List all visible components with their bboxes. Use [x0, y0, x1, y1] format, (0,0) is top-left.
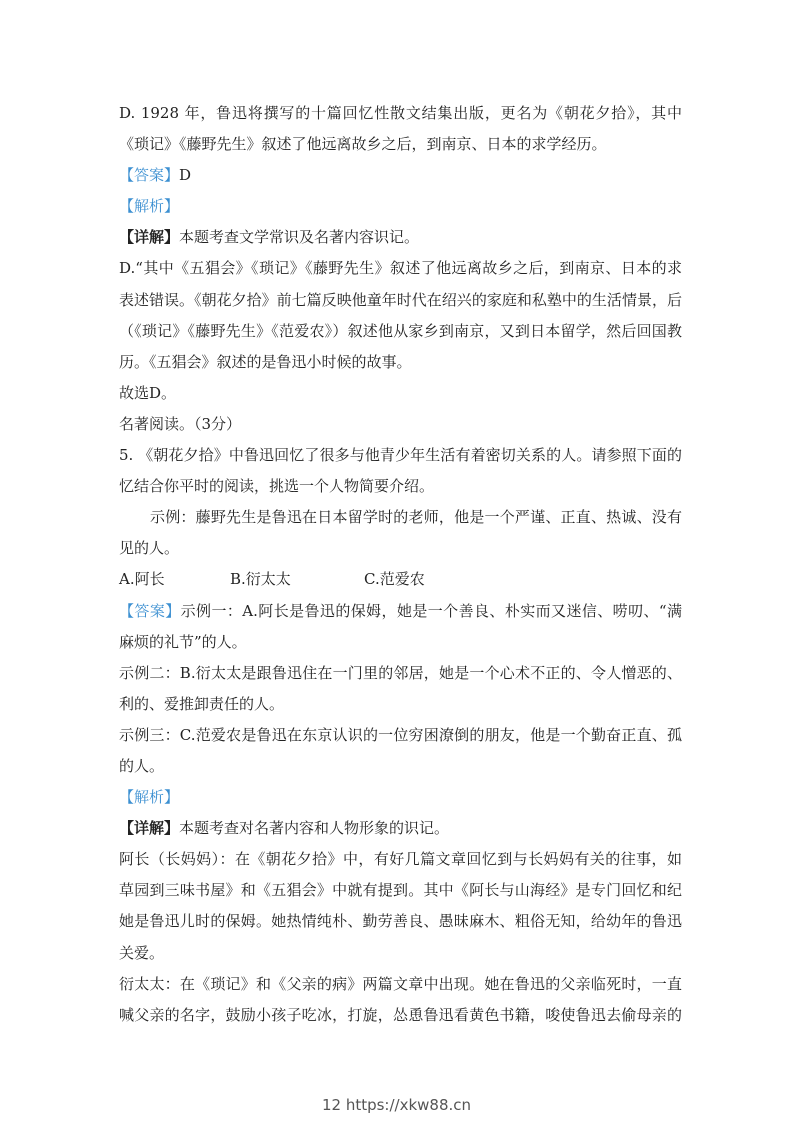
text-line — [119, 316, 682, 347]
line-text: 草园到三味书屋》和《五猖会》中就有提到。其中《阿长与山海经》是专门回忆和纪 — [119, 881, 682, 900]
line-text: 示例一：A.阿长是鲁迅的保姆，她是一个善良、朴实而又迷信、唠叨、“满 — [180, 601, 682, 620]
text-line — [119, 160, 682, 191]
text-line — [119, 658, 682, 689]
text-line — [119, 533, 682, 564]
section-label: 【答案】 — [119, 166, 180, 185]
line-text: 名著阅读。（3分） — [119, 414, 242, 433]
text-line — [119, 378, 682, 409]
text-line — [119, 751, 682, 782]
text-line — [119, 689, 682, 720]
line-text: 本题考查对名著内容和人物形象的识记。 — [179, 819, 450, 838]
line-text: 示例三：C.范爱农是鲁迅在东京认识的一位穷困潦倒的朋友，他是一个勤奋正直、孤 — [119, 725, 682, 744]
line-text: 《琐记》《藤野先生》叙述了他远离故乡之后，到南京、日本的求学经历。 — [119, 135, 607, 154]
line-text: D — [179, 166, 192, 185]
text-line — [119, 222, 682, 253]
line-text: 见的人。 — [119, 539, 180, 558]
option-item: A.阿长 — [119, 570, 165, 589]
text-line — [119, 938, 682, 969]
text-line — [119, 813, 682, 844]
document-body — [119, 98, 682, 1031]
line-text: 忆结合你平时的阅读，挑选一个人物简要介绍。 — [119, 477, 435, 496]
text-line — [119, 627, 682, 658]
text-line — [119, 191, 682, 222]
section-label: 【解析】 — [119, 197, 180, 216]
text-line — [119, 782, 682, 813]
text-line — [119, 875, 682, 906]
line-text: 5. 《朝花夕拾》中鲁迅回忆了很多与他青少年生活有着密切关系的人。请参照下面的 — [119, 446, 682, 465]
option-item: C.范爱农 — [364, 570, 425, 589]
line-text: 关爱。 — [119, 943, 165, 962]
answer-options — [119, 564, 682, 595]
detail-label: 【详解】 — [119, 228, 180, 247]
line-text: 利的、爱推卸责任的人。 — [119, 694, 285, 713]
line-text: 表述错误。《朝花夕拾》前七篇反映他童年时代在绍兴的家庭和私塾中的生活情景，后 — [119, 290, 682, 309]
text-line — [119, 285, 682, 316]
text-line — [119, 471, 682, 502]
page-footer: 12 https://xkw88.cn — [321, 1096, 472, 1114]
line-text: 麻烦的礼节”的人。 — [119, 632, 247, 651]
line-text: 她是鲁迅儿时的保姆。她热情纯朴、勤劳善良、愚昧麻木、粗俗无知，给幼年的鲁迅 — [119, 912, 682, 931]
detail-label: 【详解】 — [119, 819, 180, 838]
text-line — [119, 409, 682, 440]
line-text: 的人。 — [119, 756, 165, 775]
text-line — [119, 969, 682, 1000]
line-text: 阿长（长妈妈）：在《朝花夕拾》中，有好几篇文章回忆到与长妈妈有关的往事，如 — [119, 850, 682, 869]
section-label: 【解析】 — [119, 788, 180, 807]
line-text: 喊父亲的名字，鼓励小孩子吃冰，打旋，怂恿鲁迅看黄色书籍，唆使鲁迅去偷母亲的 — [119, 1005, 682, 1024]
line-text: D. 1928 年，鲁迅将撰写的十篇回忆性散文结集出版，更名为《朝花夕拾》，其中 — [119, 104, 682, 122]
line-text: 衍太太：在《琐记》和《父亲的病》两篇文章中出现。她在鲁迅的父亲临死时，一直 — [119, 974, 682, 993]
text-line — [119, 906, 682, 937]
text-line — [119, 1000, 682, 1031]
text-line — [119, 440, 682, 471]
text-line — [119, 347, 682, 378]
line-text: （《琐记》《藤野先生》《范爱农》）叙述他从家乡到南京，又到日本留学，然后回国教 — [119, 321, 682, 340]
text-line — [119, 253, 682, 284]
line-text: 历。《五猖会》叙述的是鲁迅小时候的故事。 — [119, 352, 412, 371]
option-item: B.衍太太 — [230, 570, 291, 589]
text-line — [119, 502, 682, 533]
line-text: 本题考查文学常识及名著内容识记。 — [179, 228, 420, 247]
line-text: D.“其中《五猖会》《琐记》《藤野先生》叙述了他远离故乡之后，到南京、日本的求 — [119, 259, 682, 278]
text-line — [119, 844, 682, 875]
line-text: 示例：藤野先生是鲁迅在日本留学时的老师，他是一个严谨、正直、热诚、没有 — [150, 508, 682, 527]
line-text: 故选D。 — [119, 383, 177, 402]
text-line — [119, 596, 682, 627]
text-line — [119, 98, 682, 129]
section-label: 【答案】 — [119, 601, 181, 620]
text-line — [119, 129, 682, 160]
text-line — [119, 720, 682, 751]
line-text: 示例二：B.衍太太是跟鲁迅住在一门里的邻居，她是一个心术不正的、令人憎恶的、 — [119, 663, 682, 682]
